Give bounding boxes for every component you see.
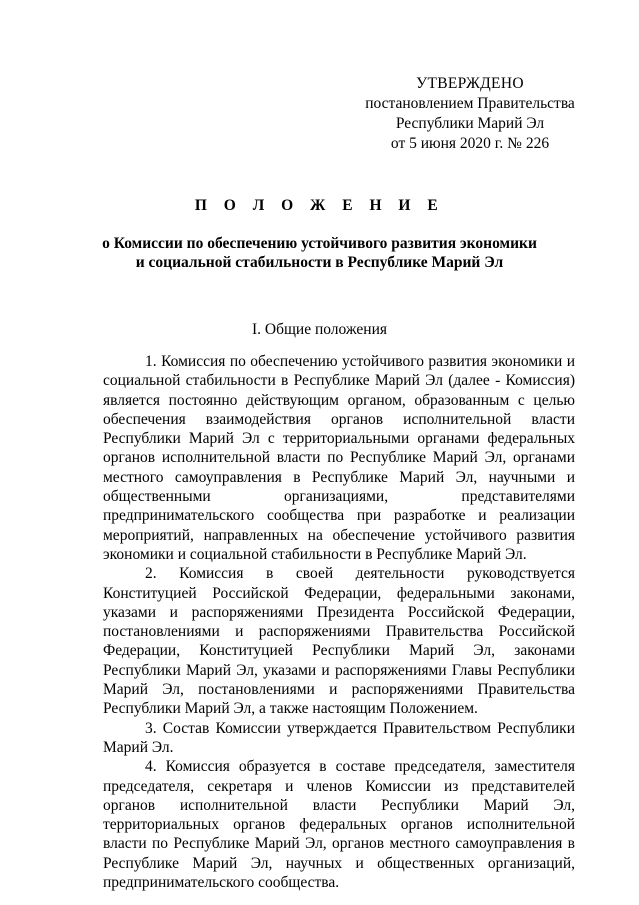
document-title: П О Л О Ж Е Н И Е [194, 197, 445, 214]
paragraph-2: 2. Комиссия в своей деятельности руководствуется Конституцией Российской Федерации, федеральными законами, указами и распоряжениями Президента Российской Федерации, постановлениями и распоряжениями Правительства Российской Федерации, Конституцией Республики Марий Эл, законами Республики Марий Эл, указами и распоряжениями Главы Республики Марий Эл, постановлениями и распоряжениями Правительства Республики Марий Эл, а также настоящим Положением. [103, 565, 575, 718]
section-heading: I. Общие положения [251, 321, 388, 338]
approval-date-number: от 5 июня 2020 г. № 226 [390, 135, 550, 152]
paragraph-1: 1. Комиссия по обеспечению устойчивого развития экономики и социальной стабильности в Республике Марий Эл (далее - Комиссия) является постоянно действующим органом, образованным с целью обеспечения взаимодействия органов исполнительной власти Республики Марий Эл с территориальными органами федеральных органов исполнительной власти по Республике Марий Эл, органами местного самоуправления в Республике Марий Эл, научными и общественными организациями, представителями предпринимательского сообщества при разработке и реализации мероприятий, направленных на обеспечение устойчивого развития экономики и социальной стабильности в Республике Марий Эл. [103, 353, 575, 563]
approval-republic-line: Республики Марий Эл [395, 115, 545, 132]
subtitle-line-1: о Комиссии по обеспечению устойчивого развития экономики [102, 235, 537, 252]
approval-stamp: УТВЕРЖДЕНО [416, 75, 524, 92]
approval-block [350, 74, 590, 154]
body-text [103, 352, 575, 892]
approval-decree-line: постановлением Правительства [365, 95, 575, 112]
paragraph-3: 3. Состав Комиссии утверждается Правительством Республики Марий Эл. [103, 719, 575, 756]
paragraph-4: 4. Комиссия образуется в составе председателя, заместителя председателя, секретаря и членов Комиссии из представителей органов исполнительной власти Республики Марий Эл, территориальных органов федеральных органов исполнительной власти по Республике Марий Эл, органов местного самоуправления в Республике Марий Эл, научных и общественных организаций, предпринимательского сообщества. [103, 758, 575, 892]
subtitle-line-2: и социальной стабильности в Республике Марий Эл [135, 254, 504, 271]
document-subtitle [0, 234, 639, 272]
